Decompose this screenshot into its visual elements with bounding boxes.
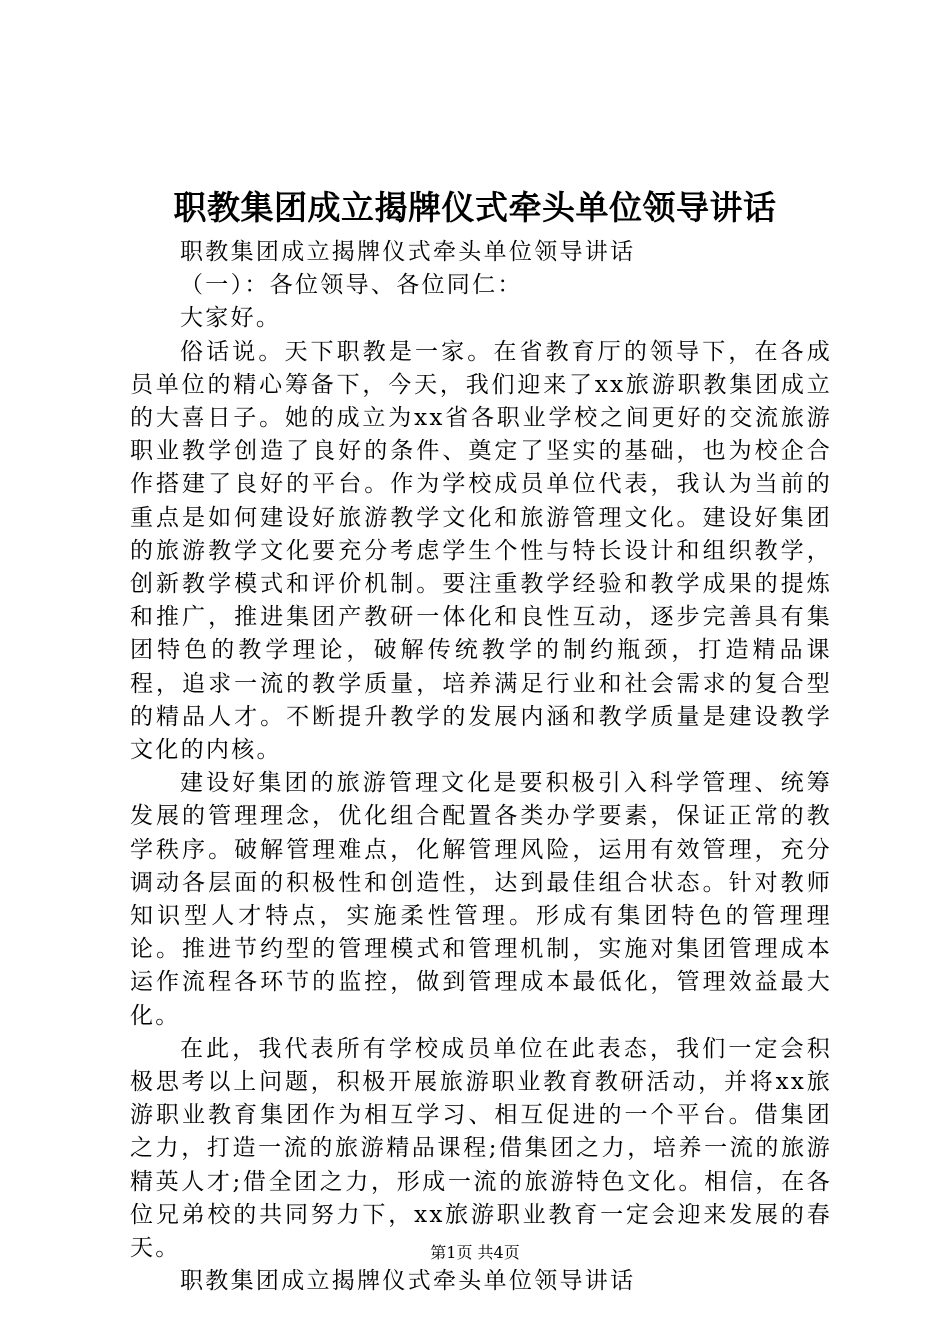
paragraph-salutation: （一）：各位领导、各位同仁： [180,272,523,299]
page-footer [0,1242,950,1264]
paragraph-subtitle: 职教集团成立揭牌仪式牵头单位领导讲话 [180,239,636,265]
document-body [130,236,832,1299]
paragraph-greeting: 大家好。 [180,305,282,332]
document-title: 职教集团成立揭牌仪式牵头单位领导讲话 [173,188,777,227]
page-indicator: 第1页 共4页 [430,1243,520,1262]
paragraph-teaching-culture: 俗话说。天下职教是一家。在省教育厅的领导下，在各成员单位的精心筹备下，今天，我们迎来了xx旅游职教集团成立的大喜日子。她的成立为xx省各职业学校之间更好的交流旅游职业教学创造了良好的条件、奠定了坚实的基础，也为校企合作搭建了良好的平台。作为学校成员单位代表，我认为当前的重点是如何建设好旅游教学文化和旅游管理文化。建设好集团的旅游教学文化要充分考虑学生个性与特长设计和组织教学，创新教学模式和评价机制。要注重教学经验和教学成果的提炼和推广，推进集团产教研一体化和良性互动，逐步完善具有集团特色的教学理论，破解传统教学的制约瓶颈，打造精品课程，追求一流的教学质量，培养满足行业和社会需求的复合型的精品人才。不断提升教学的发展内涵和教学质量是建设教学文化的内核。 [130,338,832,764]
paragraph-management-culture: 建设好集团的旅游管理文化是要积极引入科学管理、统筹发展的管理理念，优化组合配置各类办学要素，保证正常的教学秩序。破解管理难点，化解管理风险，运用有效管理，充分调动各层面的积极性和创造性，达到最佳组合状态。针对教师知识型人才特点，实施柔性管理。形成有集团特色的管理理论。推进节约型的管理模式和管理机制，实施对集团管理成本运作流程各环节的监控，做到管理成本最低化，管理效益最大化。 [130,770,832,1029]
paragraph-pledge: 在此，我代表所有学校成员单位在此表态，我们一定会积极思考以上问题，积极开展旅游职业教育教研活动，并将xx旅游职业教育集团作为相互学习、相互促进的一个平台。借集团之力，打造一流的旅游精品课程;借集团之力，培养一流的旅游精英人才;借全团之力，形成一流的旅游特色文化。相信，在各位兄弟校的共同努力下，xx旅游职业教育一定会迎来发展的春天。 [130,1035,832,1262]
paragraph-next-heading: 职教集团成立揭牌仪式牵头单位领导讲话 [180,1268,636,1295]
